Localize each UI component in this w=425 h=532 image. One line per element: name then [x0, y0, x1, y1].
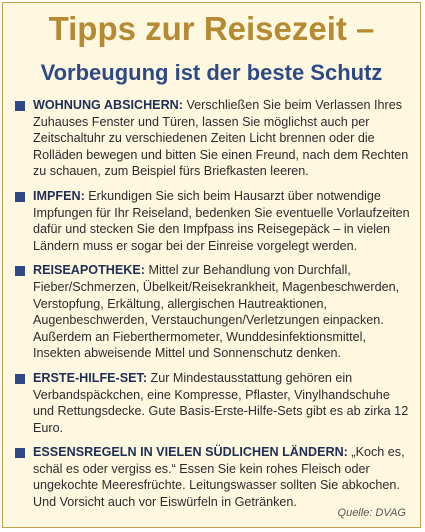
- list-item: [15, 97, 411, 180]
- square-bullet-icon: [15, 374, 25, 384]
- list-item: [15, 370, 411, 436]
- item-text: Verschließen Sie beim Verlassen Ihres Zuhauses Fenster und Türen, lassen Sie möglichst auch per Zeitschaltuhr zu verschiedenen Zeiten Licht brennen oder die Rolläden bewegen und bitten Sie einen Freund, nach dem Rechten zu schauen, zum Beispiel fürs Briefkasten leeren.: [33, 98, 409, 179]
- item-heading: ESSENSREGELN IN VIELEN SÜDLICHEN LÄNDERN:: [33, 445, 348, 460]
- item-heading: REISEAPOTHEKE:: [33, 263, 145, 278]
- item-text: Zur Mindestausstattung gehören ein Verbandspäckchen, eine Kompresse, Pflaster, Vinylhandschuhe und Rettungsdecke. Gute Basis-Erste-Hilfe-Sets gibt es ab zirka 12 Euro.: [33, 370, 409, 435]
- item-heading: WOHNUNG ABSICHERN:: [33, 98, 183, 112]
- list-item: [15, 188, 411, 254]
- info-box: [2, 2, 421, 528]
- item-heading: ERSTE-HILFE-SET:: [33, 370, 148, 385]
- source-credit: Quelle: DVAG: [337, 507, 406, 519]
- tips-list: [15, 97, 411, 519]
- page-subtitle: Vorbeugung ist der beste Schutz: [40, 60, 383, 85]
- square-bullet-icon: [15, 448, 25, 458]
- list-item: [15, 444, 411, 510]
- item-text: Erkundigen Sie sich beim Hausarzt über notwendige Impfungen für Ihr Reiseland, bedenken Sie eventuelle Vorlaufzeiten dafür und stecken Sie den Impfpass ins Reisegepäck – in vielen Ländern muss er sogar bei der Einreise vorgelegt werden.: [33, 188, 410, 253]
- page-title: Tipps zur Reisezeit –: [48, 10, 375, 47]
- item-text: „Koch es, schäl es oder vergiss es.“ Essen Sie kein rohes Fleisch oder ungekochte Meeresfrüchte. Leitungswasser sollten Sie abkochen. Und Vorsicht auch vor Eiswürfeln in Getränken.: [33, 445, 405, 510]
- square-bullet-icon: [15, 101, 25, 111]
- square-bullet-icon: [15, 192, 25, 202]
- square-bullet-icon: [15, 266, 25, 276]
- item-text: Mittel zur Behandlung von Durchfall, Fieber/Schmerzen, Übelkeit/Reisekrankheit, Magenbeschwerden, Verstopfung, Erkältung, allergischen Hautreaktionen, Augenbeschwerden, Verstauchungen/Verletzungen einpacken. Außerdem an Fieberthermometer, Wunddesinfektionsmittel, Insekten abweisende Mittel und Sonnenschutz denken.: [33, 263, 400, 361]
- item-heading: IMPFEN:: [33, 188, 85, 203]
- list-item: [15, 262, 411, 362]
